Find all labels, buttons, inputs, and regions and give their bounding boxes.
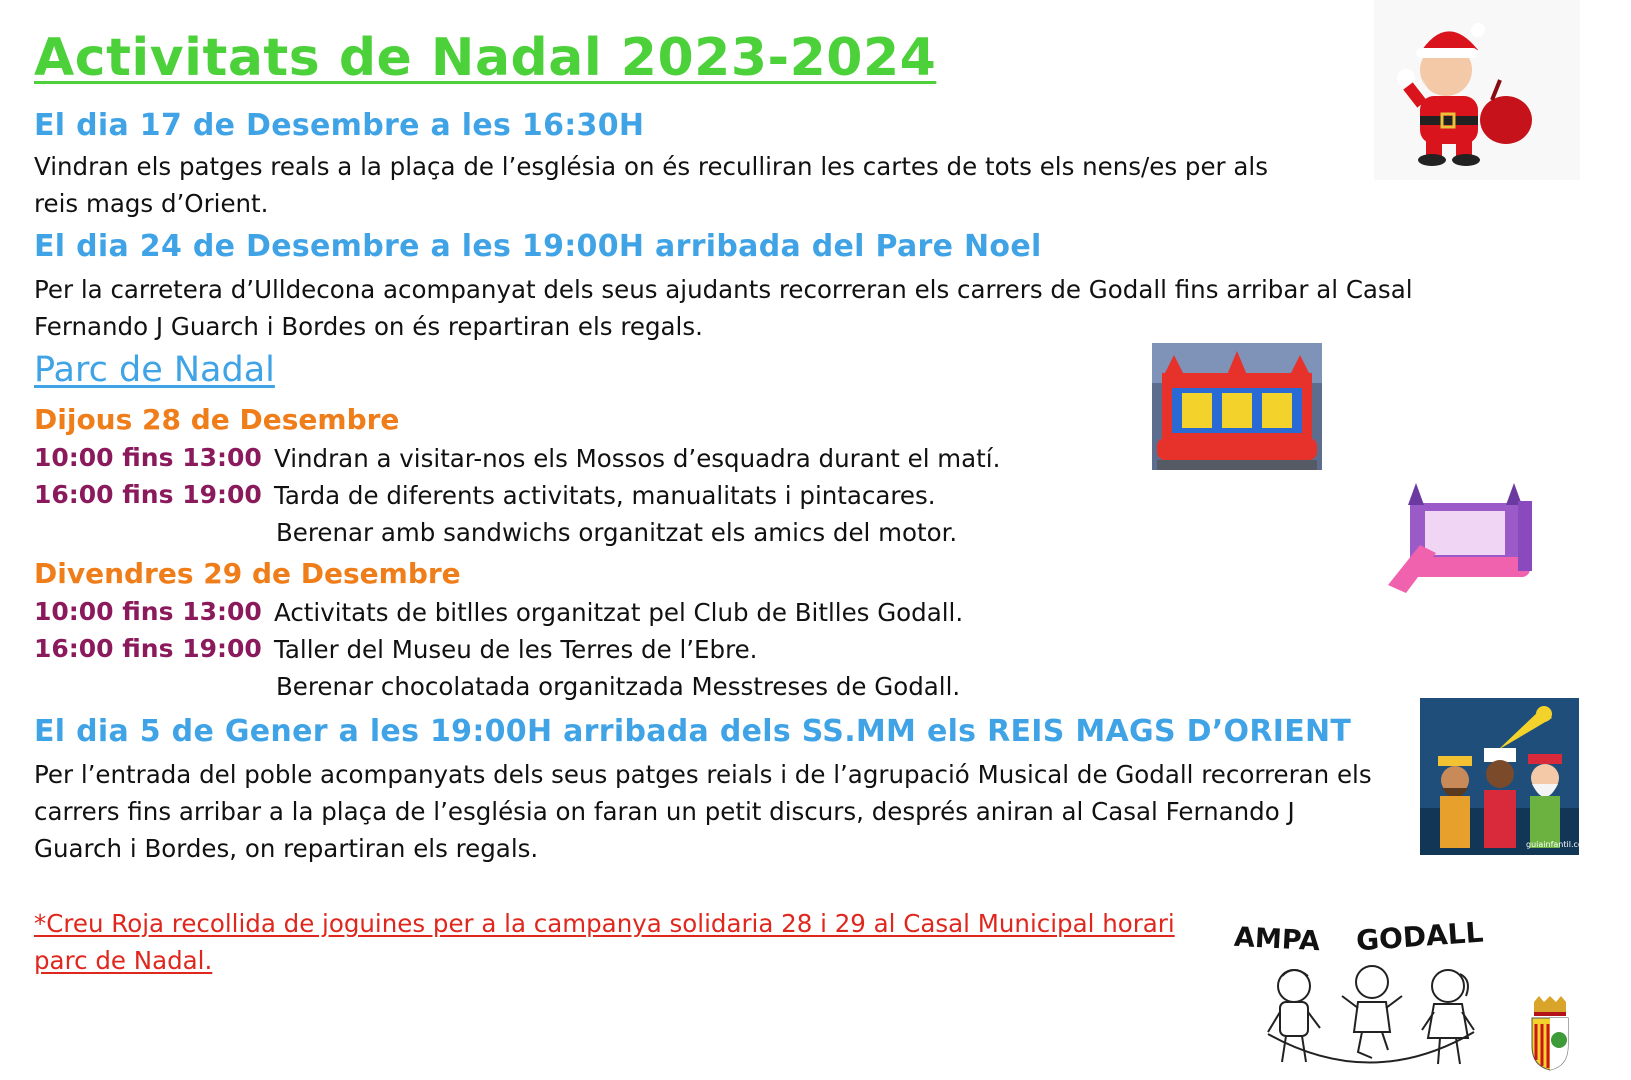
- coat-of-arms-icon: [1528, 1000, 1572, 1072]
- three-kings-icon: [1420, 698, 1579, 855]
- three-kings-image: [1420, 698, 1591, 855]
- pink-castle-image: [1380, 475, 1545, 600]
- day-1-row-1-text: Vindran a visitar-nos els Mossos d’esquadra durant el matí.: [274, 444, 1001, 473]
- children-jumprope-icon: [1262, 962, 1482, 1074]
- coat-of-arms-image: [1528, 1000, 1572, 1072]
- day-1-extra: Berenar amb sandwichs organitzat els amics del motor.: [276, 518, 958, 547]
- pink-castle-icon: [1380, 475, 1545, 600]
- day-2-row-1-text: Activitats de bitlles organitzat pel Club de Bitlles Godall.: [274, 598, 964, 627]
- parc-heading: Parc de Nadal: [34, 350, 275, 390]
- santa-icon: [1374, 0, 1580, 180]
- day-2-label: Divendres 29 de Desembre: [34, 557, 461, 590]
- note-line-2: parc de Nadal.: [34, 946, 213, 975]
- event-2-text-line-1: Per la carretera d’Ulldecona acompanyat dels seus ajudants recorreran els carrers de Godall fins arribar al Casal: [34, 275, 1413, 304]
- day-1-row-2-text: Tarda de diferents activitats, manualitats i pintacares.: [274, 481, 936, 510]
- ampa-logo-drawing: [1262, 962, 1482, 1074]
- day-2-extra: Berenar chocolatada organitzada Messtreses de Godall.: [276, 672, 961, 701]
- day-2-row-2-text: Taller del Museu de les Terres de l’Ebre.: [274, 635, 758, 664]
- logo-ampa-text: AMPA: [1233, 921, 1321, 958]
- event-2-heading: El dia 24 de Desembre a les 19:00H arribada del Pare Noel: [34, 229, 1042, 264]
- event-3-text-line-3: Guarch i Bordes, on repartiran els regals.: [34, 834, 539, 863]
- event-1-text-line-1: Vindran els patges reals a la plaça de l’església on és reculliran les cartes de tots els nens/es per als: [34, 152, 1268, 181]
- day-1-row-1-time: 10:00 fins 13:00: [34, 443, 262, 472]
- event-3-heading: El dia 5 de Gener a les 19:00H arribada dels SS.MM els REIS MAGS D’ORIENT: [34, 714, 1352, 749]
- event-1-heading: El dia 17 de Desembre a les 16:30H: [34, 108, 645, 143]
- day-2-row-2-time: 16:00 fins 19:00: [34, 634, 262, 663]
- day-1-row-2-time: 16:00 fins 19:00: [34, 480, 262, 509]
- bouncy-castle-icon: [1152, 343, 1322, 470]
- event-1-text-line-2: reis mags d’Orient.: [34, 189, 269, 218]
- note-line-1: *Creu Roja recollida de joguines per a la campanya solidaria 28 i 29 al Casal Municipal horari: [34, 909, 1175, 938]
- event-2-text-line-2: Fernando J Guarch i Bordes on és repartiran els regals.: [34, 312, 703, 341]
- bouncy-castle-image: [1152, 343, 1322, 470]
- event-3-text-line-2: carrers fins arribar a la plaça de l’església on faran un petit discurs, després aniran al Casal Fernando J: [34, 797, 1295, 826]
- santa-image: [1374, 0, 1580, 180]
- logo-godall-text: GODALL: [1355, 915, 1485, 958]
- event-3-text-line-1: Per l’entrada del poble acompanyats dels seus patges reials i de l’agrupació Musical de Godall recorreran els: [34, 760, 1372, 789]
- page-title: Activitats de Nadal 2023-2024: [34, 28, 937, 88]
- day-2-row-1-time: 10:00 fins 13:00: [34, 597, 262, 626]
- day-1-label: Dijous 28 de Desembre: [34, 403, 400, 436]
- image-credit: guiainfantil.com: [1526, 840, 1591, 849]
